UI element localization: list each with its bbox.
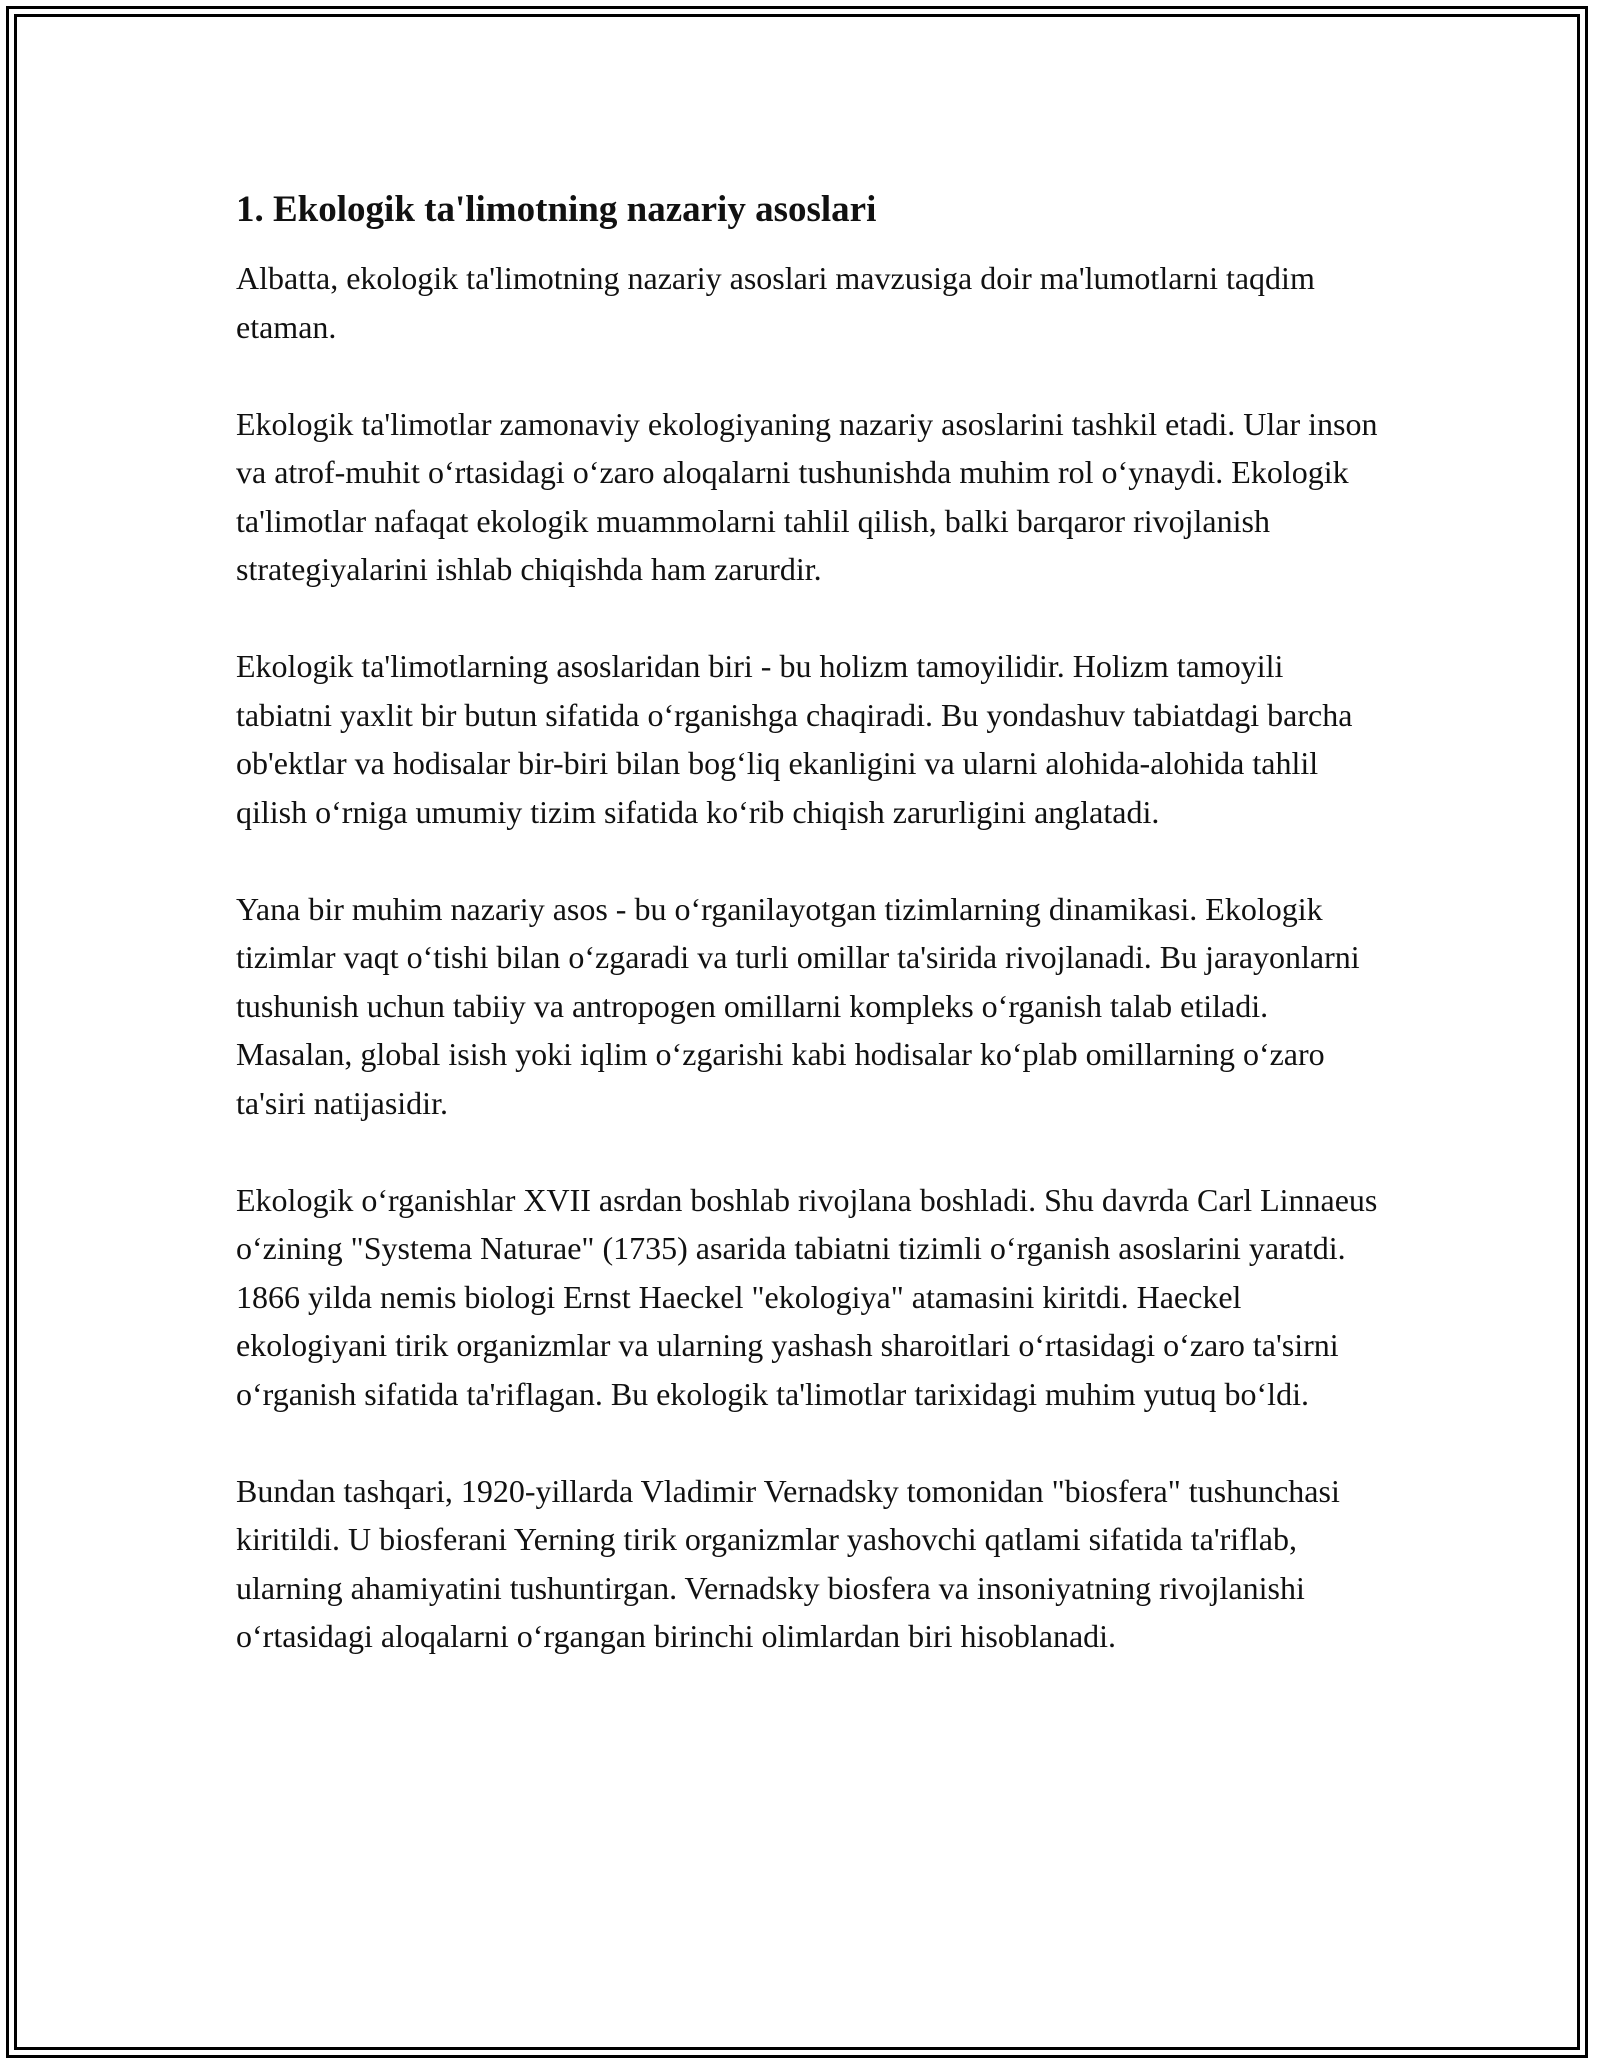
- paragraph-ecological-teachings: Ekologik ta'limotlar zamonaviy ekologiyaning nazariy asoslarini tashkil etadi. Ular inson va atrof-muhit oʻrtasidagi oʻzaro aloqalarni tushunishda muhim rol oʻynaydi. Ekologik ta'limotlar nafaqat ekologik muammolarni tahlil qilish, balki barqaror rivojlanish strategiyalarini ishlab chiqishda ham zarurdir.: [236, 405, 1378, 587]
- paragraph-system-dynamics: Yana bir muhim nazariy asos - bu oʻrganilayotgan tizimlarning dinamikasi. Ekologik tizimlar vaqt oʻtishi bilan oʻzgaradi va turli omillar ta'sirida rivojlanadi. Bu jarayonlarni tushunish uchun tabiiy va antropogen omillarni kompleks oʻrganish talab etiladi. Masalan, global isish yoki iqlim oʻzgarishi kabi hodisalar koʻplab omillarning oʻzaro ta'siri natijasidir.: [236, 890, 1360, 1121]
- paragraph-intro: Albatta, ekologik ta'limotning nazariy asoslari mavzusiga doir ma'lumotlarni taqdim etaman.: [236, 260, 1315, 345]
- paragraph-holism: Ekologik ta'limotlarning asoslaridan biri - bu holizm tamoyilidir. Holizm tamoyili tabiatni yaxlit bir butun sifatida oʻrganishga chaqiradi. Bu yondashuv tabiatdagi barcha ob'ektlar va hodisalar bir-biri bilan bogʻliq ekanligini va ularni alohida-alohida tahlil qilish oʻrniga umumiy tizim sifatida koʻrib chiqish zarurligini anglatadi.: [236, 648, 1353, 830]
- paragraph-biosphere: Bundan tashqari, 1920-yillarda Vladimir Vernadsky tomonidan "biosfera" tushunchasi kiritildi. U biosferani Yerning tirik organizmlar yashovchi qatlami sifatida ta'riflab, ularning ahamiyatini tushuntirgan. Vernadsky biosfera va insoniyatning rivojlanishi oʻrtasidagi aloqalarni oʻrgangan birinchi olimlardan biri hisoblanadi.: [236, 1472, 1340, 1654]
- document-body: [236, 186, 1386, 1709]
- section-heading: 1. Ekologik ta'limotning nazariy asoslari: [236, 189, 877, 230]
- paragraph-history: Ekologik oʻrganishlar XVII asrdan boshlab rivojlana boshladi. Shu davrda Carl Linnaeus oʻzining "Systema Naturae" (1735) asarida tabiatni tizimli oʻrganish asoslarini yaratdi. 1866 yilda nemis biologi Ernst Haeckel "ekologiya" atamasini kiritdi. Haeckel ekologiyani tirik organizmlar va ularning yashash sharoitlari oʻrtasidagi oʻzaro ta'sirni oʻrganish sifatida ta'riflagan. Bu ekologik ta'limotlar tarixidagi muhim yutuq boʻldi.: [236, 1181, 1378, 1412]
